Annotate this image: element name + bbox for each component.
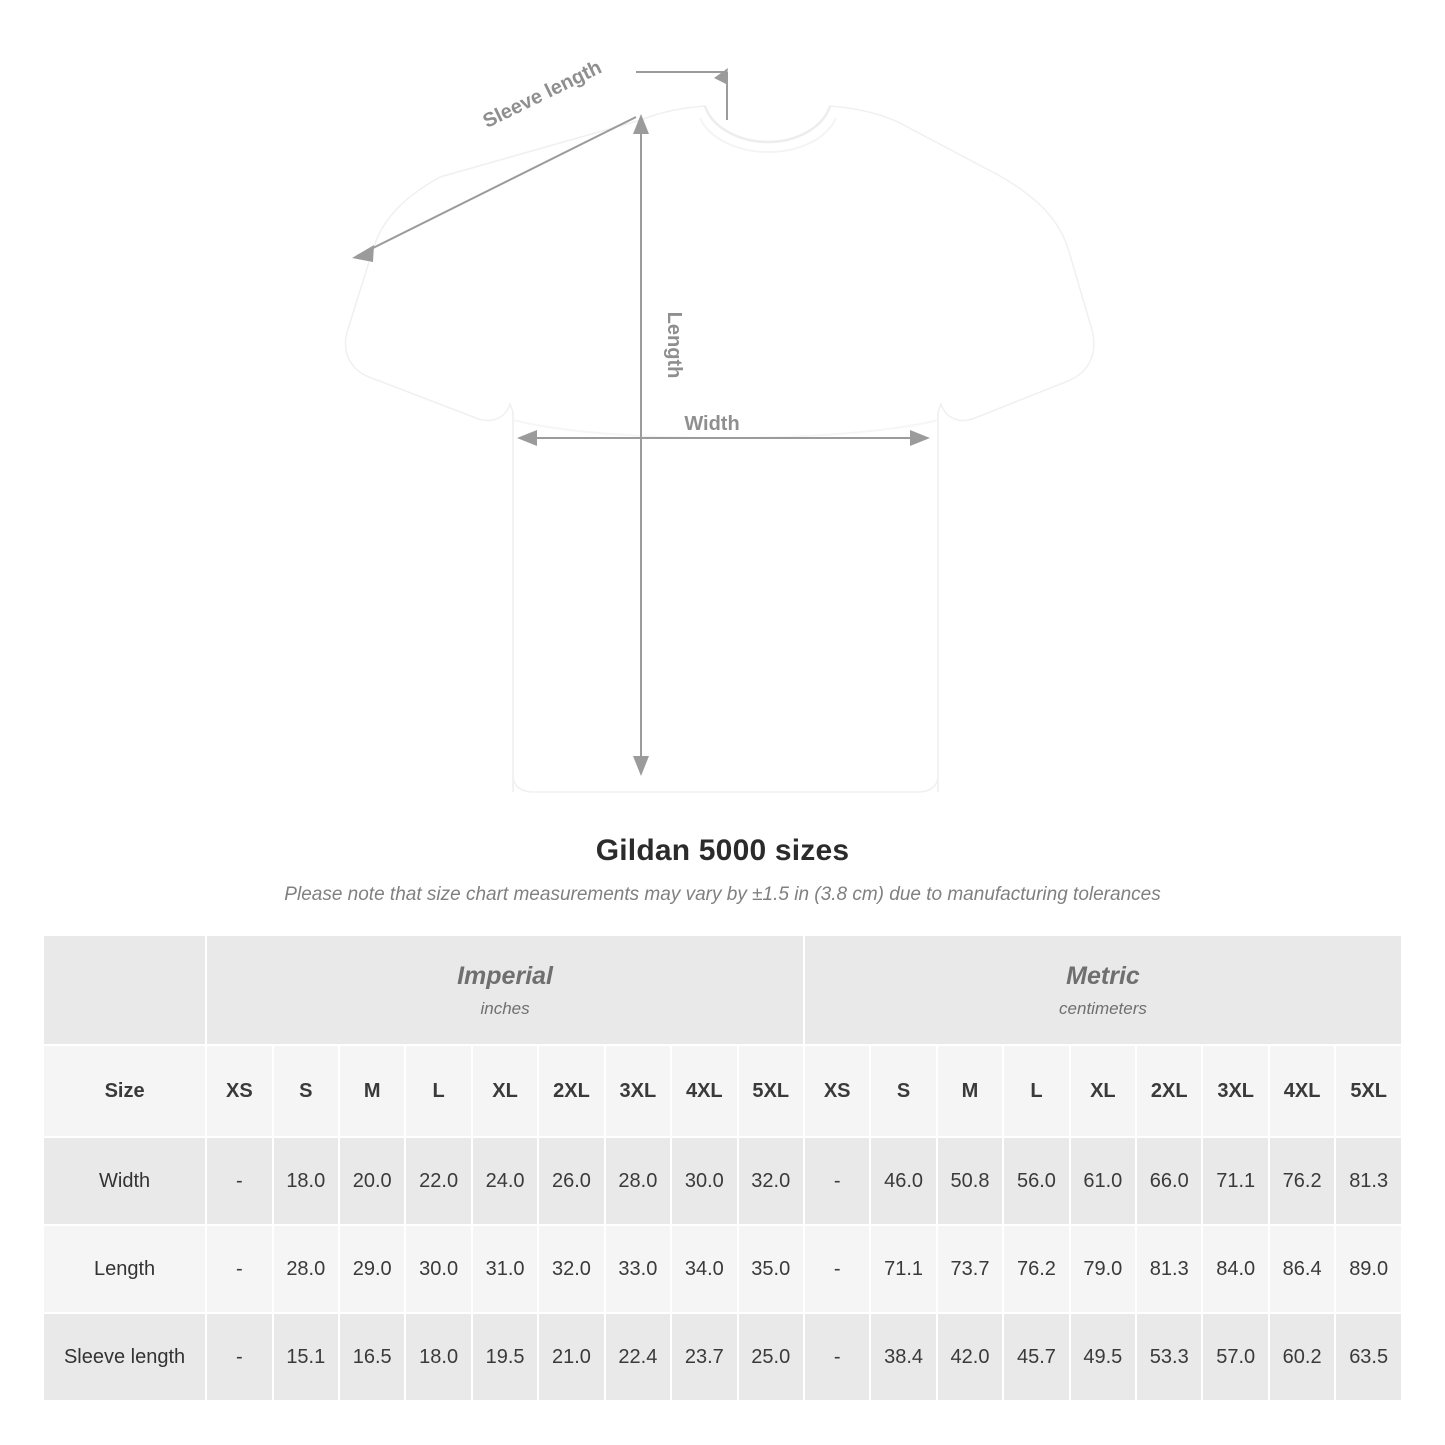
size-col-imperial-l: L <box>405 1045 471 1137</box>
page-title: Gildan 5000 sizes <box>595 834 850 867</box>
width-metric-4xl: 76.2 <box>1269 1137 1335 1225</box>
sleeve-imperial-m: 16.5 <box>339 1313 405 1401</box>
size-chart-table <box>42 934 1403 1402</box>
length-metric-l: 76.2 <box>1003 1225 1069 1313</box>
table-row-length <box>43 1225 1402 1313</box>
width-imperial-m: 20.0 <box>339 1137 405 1225</box>
width-metric-5xl: 81.3 <box>1335 1137 1402 1225</box>
length-imperial-2xl: 32.0 <box>538 1225 604 1313</box>
width-metric-xs: - <box>804 1137 870 1225</box>
width-imperial-4xl: 30.0 <box>671 1137 737 1225</box>
unit-name-imperial: Imperial <box>457 961 553 990</box>
length-metric-2xl: 81.3 <box>1136 1225 1202 1313</box>
length-metric-xl: 79.0 <box>1070 1225 1136 1313</box>
sleeve-metric-4xl: 60.2 <box>1269 1313 1335 1401</box>
width-imperial-2xl: 26.0 <box>538 1137 604 1225</box>
sleeve-imperial-4xl: 23.7 <box>671 1313 737 1401</box>
size-col-imperial-5xl: 5XL <box>738 1045 804 1137</box>
unit-name-metric: Metric <box>1066 961 1140 990</box>
sleeve-imperial-xs: - <box>206 1313 272 1401</box>
sleeve-imperial-l: 18.0 <box>405 1313 471 1401</box>
row-label-sleeve-length: Sleeve length <box>43 1313 206 1401</box>
unit-sub-metric: centimeters <box>1059 998 1147 1018</box>
width-imperial-3xl: 28.0 <box>605 1137 671 1225</box>
sleeve-imperial-s: 15.1 <box>273 1313 339 1401</box>
width-metric-m: 50.8 <box>937 1137 1003 1225</box>
sleeve-imperial-2xl: 21.0 <box>538 1313 604 1401</box>
size-col-metric-l: L <box>1003 1045 1069 1137</box>
title-block <box>0 834 1445 906</box>
width-imperial-5xl: 32.0 <box>738 1137 804 1225</box>
sleeve-metric-xs: - <box>804 1313 870 1401</box>
sleeve-length-label: Sleeve length <box>479 56 606 133</box>
size-col-metric-4xl: 4XL <box>1269 1045 1335 1137</box>
size-col-imperial-xl: XL <box>472 1045 538 1137</box>
length-metric-m: 73.7 <box>937 1225 1003 1313</box>
size-col-metric-5xl: 5XL <box>1335 1045 1402 1137</box>
size-col-imperial-s: S <box>273 1045 339 1137</box>
width-imperial-s: 18.0 <box>273 1137 339 1225</box>
length-metric-xs: - <box>804 1225 870 1313</box>
row-label-width: Width <box>43 1137 206 1225</box>
length-imperial-m: 29.0 <box>339 1225 405 1313</box>
size-col-imperial-4xl: 4XL <box>671 1045 737 1137</box>
unit-header-imperial <box>206 935 804 1045</box>
size-col-imperial-2xl: 2XL <box>538 1045 604 1137</box>
table-row-width <box>43 1137 1402 1225</box>
sleeve-imperial-3xl: 22.4 <box>605 1313 671 1401</box>
size-header-row <box>43 1045 1402 1137</box>
unit-banner-row <box>43 935 1402 1045</box>
length-imperial-xl: 31.0 <box>472 1225 538 1313</box>
width-metric-2xl: 66.0 <box>1136 1137 1202 1225</box>
sleeve-metric-xl: 49.5 <box>1070 1313 1136 1401</box>
length-metric-4xl: 86.4 <box>1269 1225 1335 1313</box>
sleeve-metric-3xl: 57.0 <box>1202 1313 1268 1401</box>
length-imperial-3xl: 33.0 <box>605 1225 671 1313</box>
length-metric-5xl: 89.0 <box>1335 1225 1402 1313</box>
sleeve-metric-5xl: 63.5 <box>1335 1313 1402 1401</box>
sleeve-metric-s: 38.4 <box>870 1313 936 1401</box>
width-imperial-xl: 24.0 <box>472 1137 538 1225</box>
length-label: Length <box>663 311 685 379</box>
size-col-metric-xl: XL <box>1070 1045 1136 1137</box>
unit-sub-imperial: inches <box>480 998 530 1018</box>
width-metric-s: 46.0 <box>870 1137 936 1225</box>
row-label-length: Length <box>43 1225 206 1313</box>
width-metric-l: 56.0 <box>1003 1137 1069 1225</box>
unit-header-metric <box>804 935 1402 1045</box>
length-imperial-4xl: 34.0 <box>671 1225 737 1313</box>
sleeve-metric-m: 42.0 <box>937 1313 1003 1401</box>
table-row-sleeve-length <box>43 1313 1402 1401</box>
size-col-imperial-3xl: 3XL <box>605 1045 671 1137</box>
size-chart-container <box>0 934 1445 1402</box>
tolerance-note: Please note that size chart measurements may vary by ±1.5 in (3.8 cm) due to manufacturing tolerances <box>284 884 1161 905</box>
size-col-metric-2xl: 2XL <box>1136 1045 1202 1137</box>
sleeve-imperial-5xl: 25.0 <box>738 1313 804 1401</box>
length-imperial-l: 30.0 <box>405 1225 471 1313</box>
length-imperial-s: 28.0 <box>273 1225 339 1313</box>
width-metric-3xl: 71.1 <box>1202 1137 1268 1225</box>
length-imperial-5xl: 35.0 <box>738 1225 804 1313</box>
width-label: Width <box>684 413 740 435</box>
size-col-metric-3xl: 3XL <box>1202 1045 1268 1137</box>
width-metric-xl: 61.0 <box>1070 1137 1136 1225</box>
sleeve-imperial-xl: 19.5 <box>472 1313 538 1401</box>
unit-banner-spacer <box>43 935 206 1045</box>
size-col-metric-m: M <box>937 1045 1003 1137</box>
size-col-imperial-m: M <box>339 1045 405 1137</box>
width-imperial-xs: - <box>206 1137 272 1225</box>
sleeve-metric-2xl: 53.3 <box>1136 1313 1202 1401</box>
length-metric-3xl: 84.0 <box>1202 1225 1268 1313</box>
length-metric-s: 71.1 <box>870 1225 936 1313</box>
length-imperial-xs: - <box>206 1225 272 1313</box>
size-col-metric-xs: XS <box>804 1045 870 1137</box>
size-col-metric-s: S <box>870 1045 936 1137</box>
size-label-cell: Size <box>43 1045 206 1137</box>
width-imperial-l: 22.0 <box>405 1137 471 1225</box>
tshirt-shape <box>346 106 1094 792</box>
sleeve-metric-l: 45.7 <box>1003 1313 1069 1401</box>
size-col-imperial-xs: XS <box>206 1045 272 1137</box>
